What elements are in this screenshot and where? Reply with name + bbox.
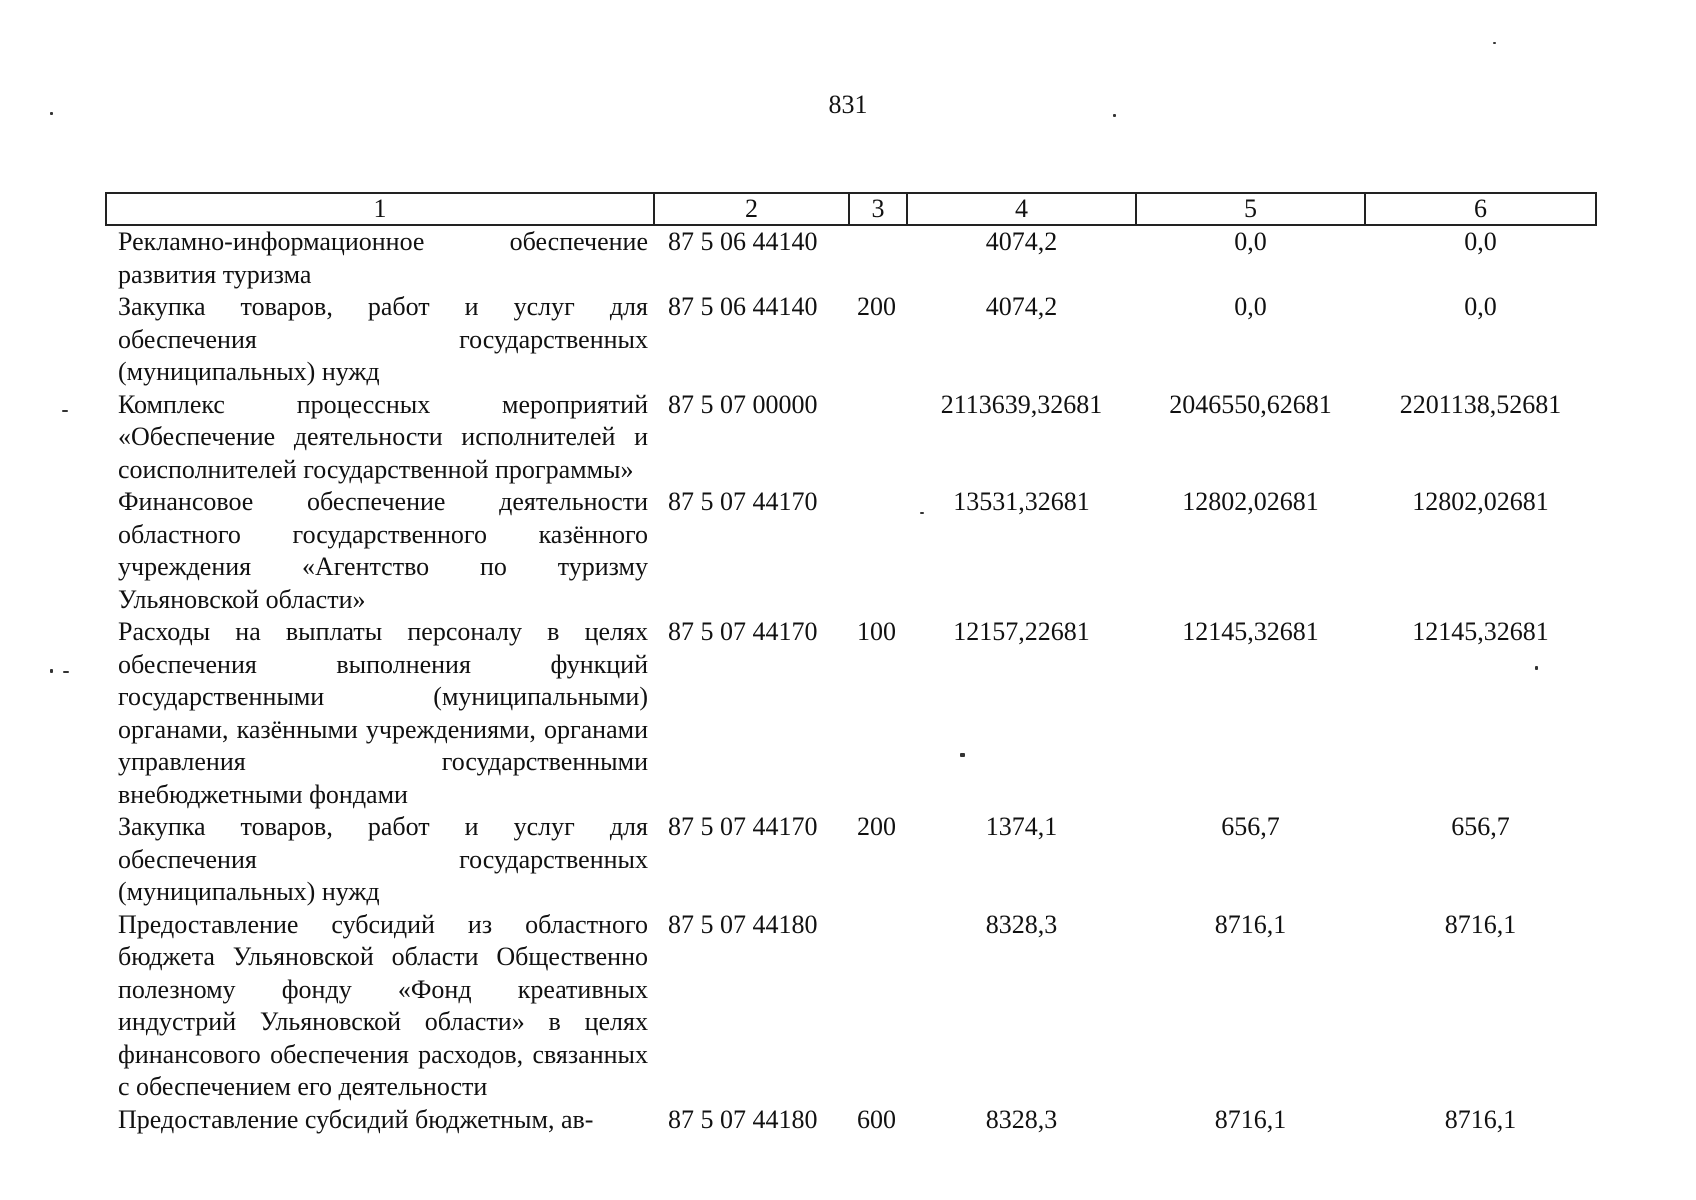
row-value-col6: 2201138,52681	[1399, 389, 1562, 419]
row-name: Комплекс процессных мероприятий «Обеспечение деятельности исполнителей и соисполнителей государственной программы»	[118, 389, 648, 484]
row-expense-type: 600	[857, 1104, 896, 1134]
row-value-col5: 0,0	[1234, 227, 1267, 256]
row-name: Расходы на выплаты персоналу в целях обеспечения выполнения функций государственными (муниципальными) органами, казёнными учреждениями, органами управления государственными внебюджетными фондами	[118, 617, 648, 809]
row-value-col5: 12802,02681	[1182, 487, 1319, 516]
budget-table	[105, 192, 1597, 1136]
scan-speck	[50, 112, 53, 115]
row-value-col4: 2113639,32681	[940, 389, 1103, 419]
column-header: 1	[106, 193, 654, 225]
row-value-col5: 8716,1	[1214, 1104, 1287, 1134]
row-code: 87 5 06 44140	[668, 227, 818, 256]
table-row	[106, 225, 1596, 291]
table-row	[106, 291, 1596, 389]
scan-speck	[1113, 114, 1116, 117]
column-header: 5	[1136, 193, 1365, 225]
row-name: Рекламно-информационное обеспечение развития туризма	[118, 227, 648, 289]
row-expense-type	[849, 486, 907, 616]
row-code: 87 5 07 00000	[668, 389, 818, 419]
row-value-col6: 8716,1	[1444, 909, 1517, 939]
row-code: 87 5 07 44170	[668, 812, 818, 841]
row-code: 87 5 07 44170	[668, 487, 818, 516]
column-header: 2	[654, 193, 849, 225]
row-expense-type	[849, 389, 907, 487]
table-row	[106, 389, 1596, 487]
row-value-col5: 0,0	[1234, 292, 1267, 321]
scan-speck	[1493, 42, 1496, 44]
row-code: 87 5 06 44140	[668, 292, 818, 321]
page-number: 831	[828, 90, 868, 119]
row-name: Закупка товаров, работ и услуг для обеспечения государственных (муниципальных) нужд	[118, 812, 648, 906]
row-value-col6: 656,7	[1451, 812, 1510, 841]
row-value-col5: 12145,32681	[1182, 617, 1319, 646]
row-value-col6: 8716,1	[1444, 1104, 1517, 1134]
row-value-col6: 0,0	[1464, 227, 1497, 256]
row-name: Предоставление субсидий бюджетным, ав-	[118, 1104, 594, 1134]
row-value-col4: 13531,32681	[953, 487, 1090, 516]
row-value-col5: 656,7	[1221, 812, 1280, 841]
row-value-col4: 1374,1	[985, 812, 1058, 841]
column-header: 4	[907, 193, 1136, 225]
row-value-col4: 4074,2	[985, 292, 1058, 321]
row-expense-type: 100	[857, 617, 896, 646]
row-name: Закупка товаров, работ и услуг для обеспечения государственных (муниципальных) нужд	[118, 292, 648, 386]
column-header: 6	[1365, 193, 1596, 225]
table-row	[106, 616, 1596, 811]
row-expense-type	[849, 909, 907, 1104]
row-expense-type: 200	[857, 812, 896, 841]
row-value-col4: 8328,3	[985, 909, 1058, 939]
row-value-col6: 12802,02681	[1412, 487, 1549, 516]
table-row	[106, 486, 1596, 616]
scan-speck	[62, 410, 68, 412]
row-expense-type	[849, 225, 907, 291]
row-value-col4: 8328,3	[985, 1104, 1058, 1134]
row-code: 87 5 07 44180	[668, 1104, 818, 1134]
column-header: 3	[849, 193, 907, 225]
row-code: 87 5 07 44170	[668, 617, 818, 646]
table-row	[106, 811, 1596, 909]
row-expense-type: 200	[857, 292, 896, 321]
row-code: 87 5 07 44180	[668, 909, 818, 939]
row-value-col4: 4074,2	[985, 227, 1058, 256]
scan-speck	[50, 669, 53, 673]
row-value-col6: 0,0	[1464, 292, 1497, 321]
row-value-col4: 12157,22681	[953, 617, 1090, 646]
row-name: Финансовое обеспечение деятельности областного государственного казённого учреждения «Агентство по туризму Ульяновской области»	[118, 487, 648, 614]
scan-speck	[63, 671, 69, 673]
table-row	[106, 1104, 1596, 1137]
row-value-col6: 12145,32681	[1412, 617, 1549, 646]
row-value-col5: 8716,1	[1214, 909, 1287, 939]
row-value-col5: 2046550,62681	[1169, 389, 1332, 419]
row-name: Предоставление субсидий из областного бюджета Ульяновской области Общественно полезному фонду «Фонд креативных индустрий Ульяновской области» в целях финансового обеспечения расходов, связанных с обеспечением его деятельности	[118, 909, 648, 1101]
table-row	[106, 909, 1596, 1104]
table-header-row	[106, 193, 1596, 225]
